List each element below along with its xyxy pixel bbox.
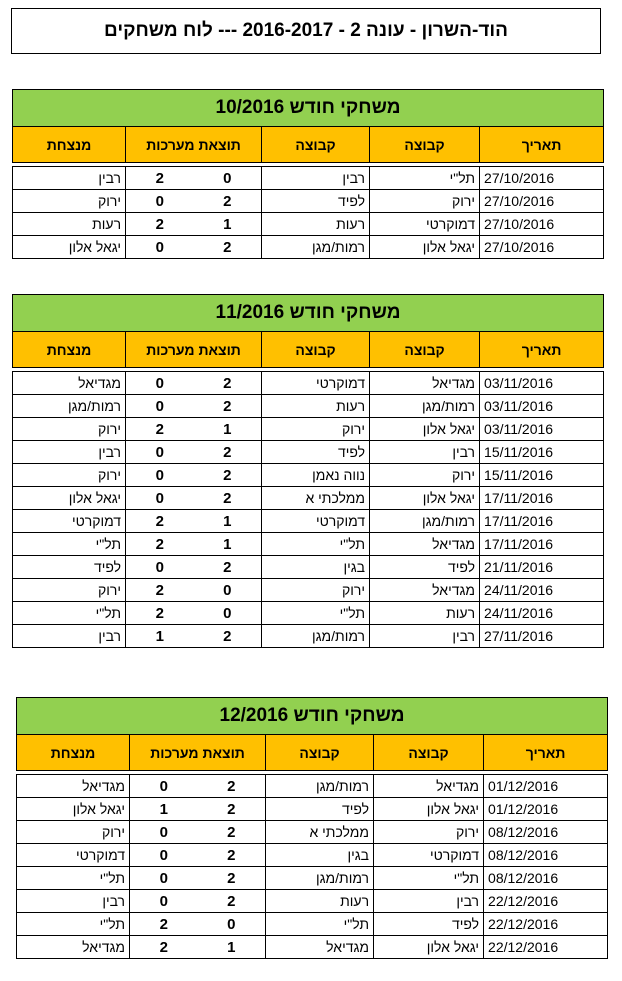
game-team2: רמות/מגן bbox=[262, 625, 370, 648]
game-team1: יגאל אלון bbox=[374, 798, 484, 821]
column-header-row bbox=[17, 735, 608, 771]
table-row bbox=[17, 890, 608, 913]
game-winner: ירוק bbox=[13, 418, 126, 441]
game-score-team2: 0 bbox=[130, 867, 198, 890]
game-team1: מגדיאל bbox=[370, 372, 480, 395]
game-team2: תל"י bbox=[262, 533, 370, 556]
game-score-team2: 0 bbox=[126, 556, 194, 579]
game-score-team2: 0 bbox=[130, 890, 198, 913]
game-score-team1: 2 bbox=[194, 556, 262, 579]
game-score-team2: 1 bbox=[130, 798, 198, 821]
column-header-row bbox=[13, 332, 604, 368]
column-team1-header: קבוצה bbox=[370, 332, 480, 368]
game-winner: יגאל אלון bbox=[13, 236, 126, 259]
game-date: 03/11/2016 bbox=[480, 395, 604, 418]
game-winner: מגדיאל bbox=[17, 775, 130, 798]
month-header-row bbox=[17, 698, 608, 735]
game-date: 22/12/2016 bbox=[484, 936, 608, 959]
game-team2: תל"י bbox=[262, 602, 370, 625]
table-row bbox=[13, 579, 604, 602]
table-row bbox=[13, 372, 604, 395]
table-row bbox=[13, 395, 604, 418]
game-date: 08/12/2016 bbox=[484, 821, 608, 844]
game-score-team2: 2 bbox=[130, 913, 198, 936]
table-row bbox=[13, 487, 604, 510]
game-score-team1: 0 bbox=[198, 913, 266, 936]
game-winner: יגאל אלון bbox=[13, 487, 126, 510]
game-team1: יגאל אלון bbox=[370, 236, 480, 259]
table-row bbox=[13, 510, 604, 533]
game-team1: רמות/מגן bbox=[370, 395, 480, 418]
game-team2: מגדיאל bbox=[266, 936, 374, 959]
month-title: משחקי חודש 12/2016 bbox=[17, 698, 608, 735]
game-score-team1: 1 bbox=[194, 418, 262, 441]
game-team2: ממלכתי א bbox=[266, 821, 374, 844]
column-winner-header: מנצחת bbox=[13, 332, 126, 368]
game-winner: ירוק bbox=[13, 190, 126, 213]
game-team2: לפיד bbox=[262, 441, 370, 464]
game-score-team1: 1 bbox=[198, 936, 266, 959]
game-date: 27/10/2016 bbox=[480, 213, 604, 236]
game-team1: רבין bbox=[370, 441, 480, 464]
game-winner: דמוקרטי bbox=[17, 844, 130, 867]
game-date: 15/11/2016 bbox=[480, 441, 604, 464]
game-team1: דמוקרטי bbox=[374, 844, 484, 867]
game-score-team2: 2 bbox=[126, 602, 194, 625]
month-header-row bbox=[13, 90, 604, 127]
table-row bbox=[13, 418, 604, 441]
game-date: 27/10/2016 bbox=[480, 167, 604, 190]
game-score-team2: 0 bbox=[126, 464, 194, 487]
game-date: 21/11/2016 bbox=[480, 556, 604, 579]
game-score-team2: 2 bbox=[126, 213, 194, 236]
game-winner: יגאל אלון bbox=[17, 798, 130, 821]
game-team1: מגדיאל bbox=[370, 579, 480, 602]
game-score-team1: 2 bbox=[198, 890, 266, 913]
game-date: 24/11/2016 bbox=[480, 602, 604, 625]
column-score-header: תוצאת מערכות bbox=[130, 735, 266, 771]
table-row bbox=[13, 464, 604, 487]
game-score-team1: 2 bbox=[198, 867, 266, 890]
game-team2: רעות bbox=[262, 395, 370, 418]
game-score-team2: 2 bbox=[126, 579, 194, 602]
column-team1-header: קבוצה bbox=[370, 127, 480, 163]
game-date: 27/10/2016 bbox=[480, 236, 604, 259]
game-team1: לפיד bbox=[374, 913, 484, 936]
game-team2: נווה נאמן bbox=[262, 464, 370, 487]
game-team1: רבין bbox=[374, 890, 484, 913]
column-team1-header: קבוצה bbox=[374, 735, 484, 771]
game-team2: בגין bbox=[262, 556, 370, 579]
game-date: 08/12/2016 bbox=[484, 844, 608, 867]
game-winner: רבין bbox=[13, 441, 126, 464]
game-winner: לפיד bbox=[13, 556, 126, 579]
game-winner: ירוק bbox=[13, 464, 126, 487]
game-team2: בגין bbox=[266, 844, 374, 867]
page-title: הוד-השרון - עונה 2 - 2016-2017 --- לוח משחקים bbox=[11, 8, 601, 54]
game-team1: דמוקרטי bbox=[370, 213, 480, 236]
game-team2: דמוקרטי bbox=[262, 510, 370, 533]
game-score-team1: 0 bbox=[194, 167, 262, 190]
game-team2: רעות bbox=[262, 213, 370, 236]
game-date: 17/11/2016 bbox=[480, 533, 604, 556]
game-date: 15/11/2016 bbox=[480, 464, 604, 487]
table-row bbox=[13, 167, 604, 190]
game-score-team1: 2 bbox=[194, 236, 262, 259]
game-team1: יגאל אלון bbox=[370, 487, 480, 510]
game-team1: תל"י bbox=[370, 167, 480, 190]
game-score-team2: 0 bbox=[126, 395, 194, 418]
game-score-team1: 2 bbox=[198, 844, 266, 867]
column-date-header: תאריך bbox=[484, 735, 608, 771]
game-winner: ירוק bbox=[17, 821, 130, 844]
game-team1: מגדיאל bbox=[370, 533, 480, 556]
column-team2-header: קבוצה bbox=[266, 735, 374, 771]
game-team1: רבין bbox=[370, 625, 480, 648]
table-row bbox=[17, 936, 608, 959]
game-score-team1: 0 bbox=[194, 602, 262, 625]
game-winner: מגדיאל bbox=[17, 936, 130, 959]
game-winner: תל"י bbox=[13, 533, 126, 556]
game-date: 03/11/2016 bbox=[480, 418, 604, 441]
table-row bbox=[13, 236, 604, 259]
game-team1: יגאל אלון bbox=[374, 936, 484, 959]
month-table bbox=[12, 294, 604, 648]
game-winner: תל"י bbox=[17, 867, 130, 890]
game-winner: מגדיאל bbox=[13, 372, 126, 395]
column-score-header: תוצאת מערכות bbox=[126, 332, 262, 368]
game-score-team2: 0 bbox=[130, 775, 198, 798]
table-row bbox=[13, 533, 604, 556]
table-row bbox=[17, 913, 608, 936]
game-team1: ירוק bbox=[370, 464, 480, 487]
game-score-team1: 1 bbox=[194, 510, 262, 533]
table-row bbox=[17, 798, 608, 821]
game-score-team2: 0 bbox=[126, 190, 194, 213]
column-date-header: תאריך bbox=[480, 332, 604, 368]
game-winner: דמוקרטי bbox=[13, 510, 126, 533]
game-team2: דמוקרטי bbox=[262, 372, 370, 395]
game-team2: לפיד bbox=[262, 190, 370, 213]
game-score-team1: 0 bbox=[194, 579, 262, 602]
game-team1: רמות/מגן bbox=[370, 510, 480, 533]
game-score-team1: 2 bbox=[194, 487, 262, 510]
table-row bbox=[13, 625, 604, 648]
game-score-team1: 1 bbox=[194, 213, 262, 236]
month-table bbox=[16, 697, 608, 959]
month-title: משחקי חודש 11/2016 bbox=[13, 295, 604, 332]
game-score-team2: 0 bbox=[130, 821, 198, 844]
game-score-team2: 0 bbox=[126, 487, 194, 510]
game-winner: תל"י bbox=[13, 602, 126, 625]
game-team2: רמות/מגן bbox=[266, 775, 374, 798]
game-team2: לפיד bbox=[266, 798, 374, 821]
table-row bbox=[17, 867, 608, 890]
game-winner: רבין bbox=[17, 890, 130, 913]
game-date: 27/11/2016 bbox=[480, 625, 604, 648]
game-score-team1: 2 bbox=[194, 625, 262, 648]
game-score-team2: 2 bbox=[126, 510, 194, 533]
game-team1: לפיד bbox=[370, 556, 480, 579]
table-row bbox=[17, 844, 608, 867]
table-row bbox=[13, 190, 604, 213]
month-table bbox=[12, 89, 604, 259]
game-score-team2: 0 bbox=[126, 372, 194, 395]
game-team1: מגדיאל bbox=[374, 775, 484, 798]
game-winner: רעות bbox=[13, 213, 126, 236]
game-score-team2: 0 bbox=[130, 844, 198, 867]
game-team2: רמות/מגן bbox=[266, 867, 374, 890]
game-score-team1: 2 bbox=[198, 775, 266, 798]
column-score-header: תוצאת מערכות bbox=[126, 127, 262, 163]
game-date: 22/12/2016 bbox=[484, 913, 608, 936]
game-score-team1: 2 bbox=[194, 464, 262, 487]
game-team1: רעות bbox=[370, 602, 480, 625]
table-row bbox=[17, 821, 608, 844]
column-header-row bbox=[13, 127, 604, 163]
game-team2: רמות/מגן bbox=[262, 236, 370, 259]
table-row bbox=[13, 213, 604, 236]
table-row bbox=[13, 556, 604, 579]
table-row bbox=[13, 602, 604, 625]
game-score-team2: 2 bbox=[126, 533, 194, 556]
game-team2: ממלכתי א bbox=[262, 487, 370, 510]
month-header-row bbox=[13, 295, 604, 332]
game-score-team1: 2 bbox=[194, 372, 262, 395]
game-date: 27/10/2016 bbox=[480, 190, 604, 213]
game-score-team1: 2 bbox=[194, 395, 262, 418]
game-date: 22/12/2016 bbox=[484, 890, 608, 913]
column-team2-header: קבוצה bbox=[262, 332, 370, 368]
game-score-team1: 2 bbox=[194, 441, 262, 464]
game-date: 08/12/2016 bbox=[484, 867, 608, 890]
game-date: 24/11/2016 bbox=[480, 579, 604, 602]
column-team2-header: קבוצה bbox=[262, 127, 370, 163]
game-team1: תל"י bbox=[374, 867, 484, 890]
game-winner: רבין bbox=[13, 167, 126, 190]
game-team2: רבין bbox=[262, 167, 370, 190]
column-winner-header: מנצחת bbox=[13, 127, 126, 163]
month-title: משחקי חודש 10/2016 bbox=[13, 90, 604, 127]
game-team1: ירוק bbox=[370, 190, 480, 213]
game-date: 01/12/2016 bbox=[484, 775, 608, 798]
game-score-team1: 2 bbox=[198, 798, 266, 821]
game-team2: תל"י bbox=[266, 913, 374, 936]
game-date: 17/11/2016 bbox=[480, 487, 604, 510]
column-winner-header: מנצחת bbox=[17, 735, 130, 771]
game-score-team2: 0 bbox=[126, 236, 194, 259]
game-winner: רבין bbox=[13, 625, 126, 648]
game-winner: תל"י bbox=[17, 913, 130, 936]
game-date: 01/12/2016 bbox=[484, 798, 608, 821]
column-date-header: תאריך bbox=[480, 127, 604, 163]
game-date: 17/11/2016 bbox=[480, 510, 604, 533]
table-row bbox=[17, 775, 608, 798]
game-date: 03/11/2016 bbox=[480, 372, 604, 395]
game-team1: יגאל אלון bbox=[370, 418, 480, 441]
game-score-team2: 1 bbox=[126, 625, 194, 648]
game-score-team1: 2 bbox=[198, 821, 266, 844]
game-winner: ירוק bbox=[13, 579, 126, 602]
game-winner: רמות/מגן bbox=[13, 395, 126, 418]
game-team2: רעות bbox=[266, 890, 374, 913]
table-row bbox=[13, 441, 604, 464]
game-team2: ירוק bbox=[262, 579, 370, 602]
game-team1: ירוק bbox=[374, 821, 484, 844]
game-score-team1: 2 bbox=[194, 190, 262, 213]
game-score-team1: 1 bbox=[194, 533, 262, 556]
game-score-team2: 0 bbox=[126, 441, 194, 464]
game-team2: ירוק bbox=[262, 418, 370, 441]
game-score-team2: 2 bbox=[130, 936, 198, 959]
game-score-team2: 2 bbox=[126, 167, 194, 190]
game-score-team2: 2 bbox=[126, 418, 194, 441]
